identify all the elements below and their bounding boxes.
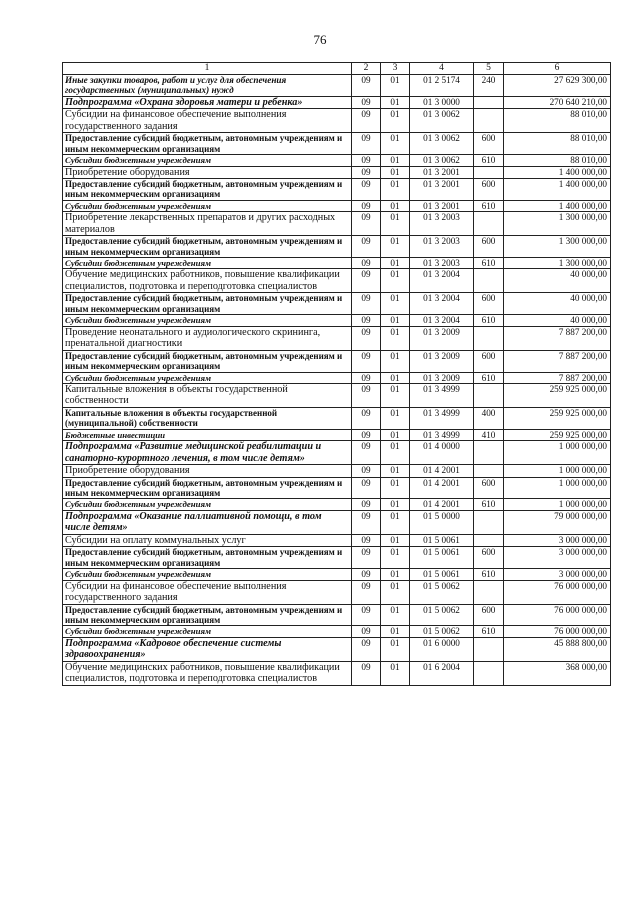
table-row [63,133,611,155]
row-expense-type [474,269,504,293]
row-section: 09 [352,326,381,350]
row-amount: 40 000,00 [504,269,611,293]
row-amount: 1 400 000,00 [504,166,611,179]
page-number: 76 [313,32,327,47]
row-target-code: 01 3 0000 [410,96,474,109]
header-col-2: 2 [352,63,381,75]
table-row [63,258,611,269]
table-row [63,350,611,372]
row-section: 09 [352,626,381,637]
row-expense-type: 600 [474,547,504,569]
row-name: Субсидии бюджетным учреждениям [63,315,352,326]
table-row [63,166,611,179]
row-section: 09 [352,166,381,179]
row-section: 09 [352,293,381,315]
row-amount: 88 010,00 [504,155,611,166]
row-section: 09 [352,133,381,155]
row-expense-type [474,166,504,179]
row-amount: 1 300 000,00 [504,236,611,258]
row-subsection: 01 [381,179,410,201]
row-target-code: 01 5 0062 [410,626,474,637]
row-amount: 1 300 000,00 [504,212,611,236]
table-row [63,179,611,201]
row-target-code: 01 3 2001 [410,179,474,201]
row-subsection: 01 [381,269,410,293]
row-target-code: 01 3 2003 [410,236,474,258]
header-col-4: 4 [410,63,474,75]
row-subsection: 01 [381,569,410,580]
row-target-code: 01 5 0061 [410,547,474,569]
row-expense-type [474,96,504,109]
row-expense-type: 600 [474,604,504,626]
row-expense-type: 600 [474,293,504,315]
row-amount: 7 887 200,00 [504,350,611,372]
table-row [63,407,611,429]
table-row [63,236,611,258]
row-name: Субсидии бюджетным учреждениям [63,499,352,510]
row-name: Иные закупки товаров, работ и услуг для обеспечения государственных (муниципальных) нужд [63,75,352,97]
row-expense-type: 600 [474,236,504,258]
row-expense-type [474,212,504,236]
row-section: 09 [352,534,381,547]
row-expense-type [474,637,504,661]
row-section: 09 [352,315,381,326]
row-section: 09 [352,441,381,465]
table-row [63,569,611,580]
row-section: 09 [352,96,381,109]
header-col-6: 6 [504,63,611,75]
row-section: 09 [352,429,381,440]
row-name: Субсидии бюджетным учреждениям [63,372,352,383]
row-expense-type: 610 [474,372,504,383]
row-subsection: 01 [381,510,410,534]
row-subsection: 01 [381,407,410,429]
row-target-code: 01 5 0061 [410,569,474,580]
row-expense-type: 610 [474,569,504,580]
row-section: 09 [352,179,381,201]
row-name: Обучение медицинских работников, повышение квалификации специалистов, подготовка и переподготовка специалистов [63,269,352,293]
row-subsection: 01 [381,499,410,510]
row-target-code: 01 3 2004 [410,293,474,315]
row-subsection: 01 [381,604,410,626]
row-subsection: 01 [381,155,410,166]
row-name: Предоставление субсидий бюджетным, автономным учреждениям и иным некоммерческим организациям [63,236,352,258]
table-row [63,510,611,534]
row-subsection: 01 [381,372,410,383]
table-row [63,661,611,685]
row-target-code: 01 3 2009 [410,326,474,350]
row-expense-type: 240 [474,75,504,97]
table-row [63,499,611,510]
row-target-code: 01 5 0000 [410,510,474,534]
row-target-code: 01 3 2009 [410,372,474,383]
row-subsection: 01 [381,383,410,407]
table-row [63,293,611,315]
row-expense-type [474,383,504,407]
table-row [63,429,611,440]
table-row [63,547,611,569]
header-col-1: 1 [63,63,352,75]
row-amount: 259 925 000,00 [504,383,611,407]
row-section: 09 [352,407,381,429]
row-subsection: 01 [381,477,410,499]
row-name: Предоставление субсидий бюджетным, автономным учреждениям и иным некоммерческим организациям [63,604,352,626]
header-col-5: 5 [474,63,504,75]
row-expense-type: 600 [474,179,504,201]
row-amount: 1 000 000,00 [504,477,611,499]
row-amount: 1 400 000,00 [504,179,611,201]
row-amount: 1 000 000,00 [504,499,611,510]
row-expense-type [474,441,504,465]
row-subsection: 01 [381,293,410,315]
row-subsection: 01 [381,465,410,478]
row-name: Капитальные вложения в объекты государственной собственности [63,383,352,407]
column-number-header [63,63,611,75]
row-name: Предоставление субсидий бюджетным, автономным учреждениям и иным некоммерческим организациям [63,547,352,569]
row-amount: 79 000 000,00 [504,510,611,534]
row-amount: 270 640 210,00 [504,96,611,109]
table-row [63,580,611,604]
row-expense-type [474,109,504,133]
row-target-code: 01 3 2001 [410,166,474,179]
row-amount: 1 000 000,00 [504,465,611,478]
row-section: 09 [352,212,381,236]
row-subsection: 01 [381,75,410,97]
row-subsection: 01 [381,350,410,372]
row-amount: 76 000 000,00 [504,580,611,604]
row-amount: 1 400 000,00 [504,200,611,211]
row-name: Субсидии на оплату коммунальных услуг [63,534,352,547]
table-row [63,75,611,97]
row-expense-type: 600 [474,133,504,155]
row-subsection: 01 [381,626,410,637]
row-expense-type [474,580,504,604]
row-amount: 88 010,00 [504,109,611,133]
row-expense-type: 610 [474,155,504,166]
row-name: Предоставление субсидий бюджетным, автономным учреждениям и иным некоммерческим организациям [63,350,352,372]
row-name: Субсидии бюджетным учреждениям [63,569,352,580]
row-amount: 76 000 000,00 [504,604,611,626]
row-section: 09 [352,269,381,293]
row-name: Предоставление субсидий бюджетным, автономным учреждениям и иным некоммерческим организациям [63,133,352,155]
row-target-code: 01 3 4999 [410,383,474,407]
table-row [63,372,611,383]
row-section: 09 [352,200,381,211]
row-target-code: 01 3 4999 [410,429,474,440]
table-row [63,465,611,478]
row-subsection: 01 [381,326,410,350]
row-section: 09 [352,569,381,580]
row-section: 09 [352,258,381,269]
row-target-code: 01 4 2001 [410,477,474,499]
row-expense-type: 400 [474,407,504,429]
row-section: 09 [352,637,381,661]
row-target-code: 01 5 0062 [410,604,474,626]
row-target-code: 01 4 0000 [410,441,474,465]
table-row [63,626,611,637]
row-subsection: 01 [381,534,410,547]
table-row [63,477,611,499]
table-row [63,315,611,326]
row-name: Подпрограмма «Кадровое обеспечение системы здравоохранения» [63,637,352,661]
table-row [63,383,611,407]
row-expense-type [474,661,504,685]
header-col-3: 3 [381,63,410,75]
row-name: Приобретение оборудования [63,166,352,179]
row-target-code: 01 3 4999 [410,407,474,429]
row-subsection: 01 [381,212,410,236]
row-section: 09 [352,580,381,604]
row-amount: 76 000 000,00 [504,626,611,637]
row-name: Предоставление субсидий бюджетным, автономным учреждениям и иным некоммерческим организациям [63,179,352,201]
row-name: Бюджетные инвестиции [63,429,352,440]
row-target-code: 01 6 0000 [410,637,474,661]
row-subsection: 01 [381,133,410,155]
row-subsection: 01 [381,258,410,269]
row-section: 09 [352,75,381,97]
row-name: Проведение неонатального и аудиологического скрининга, пренатальной диагностики [63,326,352,350]
row-amount: 40 000,00 [504,315,611,326]
row-amount: 259 925 000,00 [504,407,611,429]
row-target-code: 01 3 0062 [410,109,474,133]
row-expense-type: 410 [474,429,504,440]
row-section: 09 [352,383,381,407]
row-expense-type [474,465,504,478]
row-target-code: 01 3 0062 [410,133,474,155]
table-row [63,200,611,211]
table-row [63,604,611,626]
row-subsection: 01 [381,96,410,109]
row-target-code: 01 3 2003 [410,212,474,236]
row-amount: 259 925 000,00 [504,429,611,440]
row-expense-type: 600 [474,350,504,372]
table-row [63,109,611,133]
row-amount: 7 887 200,00 [504,326,611,350]
row-subsection: 01 [381,166,410,179]
row-name: Приобретение лекарственных препаратов и других расходных материалов [63,212,352,236]
row-amount: 3 000 000,00 [504,534,611,547]
row-expense-type [474,326,504,350]
row-subsection: 01 [381,547,410,569]
row-amount: 7 887 200,00 [504,372,611,383]
row-amount: 88 010,00 [504,133,611,155]
row-name: Субсидии на финансовое обеспечение выполнения государственного задания [63,109,352,133]
row-target-code: 01 2 5174 [410,75,474,97]
row-name: Субсидии бюджетным учреждениям [63,200,352,211]
row-target-code: 01 4 2001 [410,499,474,510]
budget-table-body [63,63,611,686]
row-target-code: 01 4 2001 [410,465,474,478]
row-amount: 3 000 000,00 [504,569,611,580]
row-subsection: 01 [381,580,410,604]
row-section: 09 [352,236,381,258]
row-name: Подпрограмма «Оказание паллиативной помощи, в том числе детям» [63,510,352,534]
row-section: 09 [352,350,381,372]
row-expense-type [474,534,504,547]
table-row [63,96,611,109]
row-name: Субсидии на финансовое обеспечение выполнения государственного задания [63,580,352,604]
row-subsection: 01 [381,429,410,440]
row-subsection: 01 [381,441,410,465]
row-expense-type: 610 [474,499,504,510]
row-name: Предоставление субсидий бюджетным, автономным учреждениям и иным некоммерческим организациям [63,293,352,315]
row-target-code: 01 3 2004 [410,269,474,293]
row-subsection: 01 [381,236,410,258]
row-expense-type: 610 [474,315,504,326]
row-expense-type [474,510,504,534]
row-expense-type: 610 [474,200,504,211]
row-target-code: 01 5 0062 [410,580,474,604]
row-name: Подпрограмма «Развитие медицинской реабилитации и санаторно-курортного лечения, в том числе детям» [63,441,352,465]
row-amount: 27 629 300,00 [504,75,611,97]
row-name: Субсидии бюджетным учреждениям [63,626,352,637]
table-row [63,269,611,293]
row-name: Предоставление субсидий бюджетным, автономным учреждениям и иным некоммерческим организациям [63,477,352,499]
row-subsection: 01 [381,109,410,133]
row-section: 09 [352,372,381,383]
row-subsection: 01 [381,637,410,661]
table-row [63,155,611,166]
row-subsection: 01 [381,200,410,211]
row-target-code: 01 3 2004 [410,315,474,326]
row-name: Подпрограмма «Охрана здоровья матери и ребенка» [63,96,352,109]
row-expense-type: 610 [474,258,504,269]
row-name: Субсидии бюджетным учреждениям [63,155,352,166]
row-target-code: 01 3 2001 [410,200,474,211]
row-section: 09 [352,465,381,478]
row-target-code: 01 3 2009 [410,350,474,372]
table-row [63,212,611,236]
budget-table [62,62,611,686]
row-name: Обучение медицинских работников, повышение квалификации специалистов, подготовка и переподготовка специалистов [63,661,352,685]
row-name: Капитальные вложения в объекты государственной (муниципальной) собственности [63,407,352,429]
row-section: 09 [352,477,381,499]
row-section: 09 [352,499,381,510]
row-section: 09 [352,109,381,133]
row-name: Приобретение оборудования [63,465,352,478]
row-amount: 45 888 800,00 [504,637,611,661]
row-target-code: 01 3 0062 [410,155,474,166]
row-section: 09 [352,661,381,685]
row-subsection: 01 [381,661,410,685]
row-amount: 368 000,00 [504,661,611,685]
row-amount: 1 000 000,00 [504,441,611,465]
table-row [63,441,611,465]
row-expense-type: 600 [474,477,504,499]
row-amount: 3 000 000,00 [504,547,611,569]
row-section: 09 [352,547,381,569]
table-row [63,534,611,547]
row-target-code: 01 6 2004 [410,661,474,685]
table-row [63,637,611,661]
row-section: 09 [352,604,381,626]
row-target-code: 01 3 2003 [410,258,474,269]
row-section: 09 [352,510,381,534]
row-subsection: 01 [381,315,410,326]
row-expense-type: 610 [474,626,504,637]
table-row [63,326,611,350]
row-amount: 1 300 000,00 [504,258,611,269]
row-section: 09 [352,155,381,166]
row-amount: 40 000,00 [504,293,611,315]
row-target-code: 01 5 0061 [410,534,474,547]
row-name: Субсидии бюджетным учреждениям [63,258,352,269]
